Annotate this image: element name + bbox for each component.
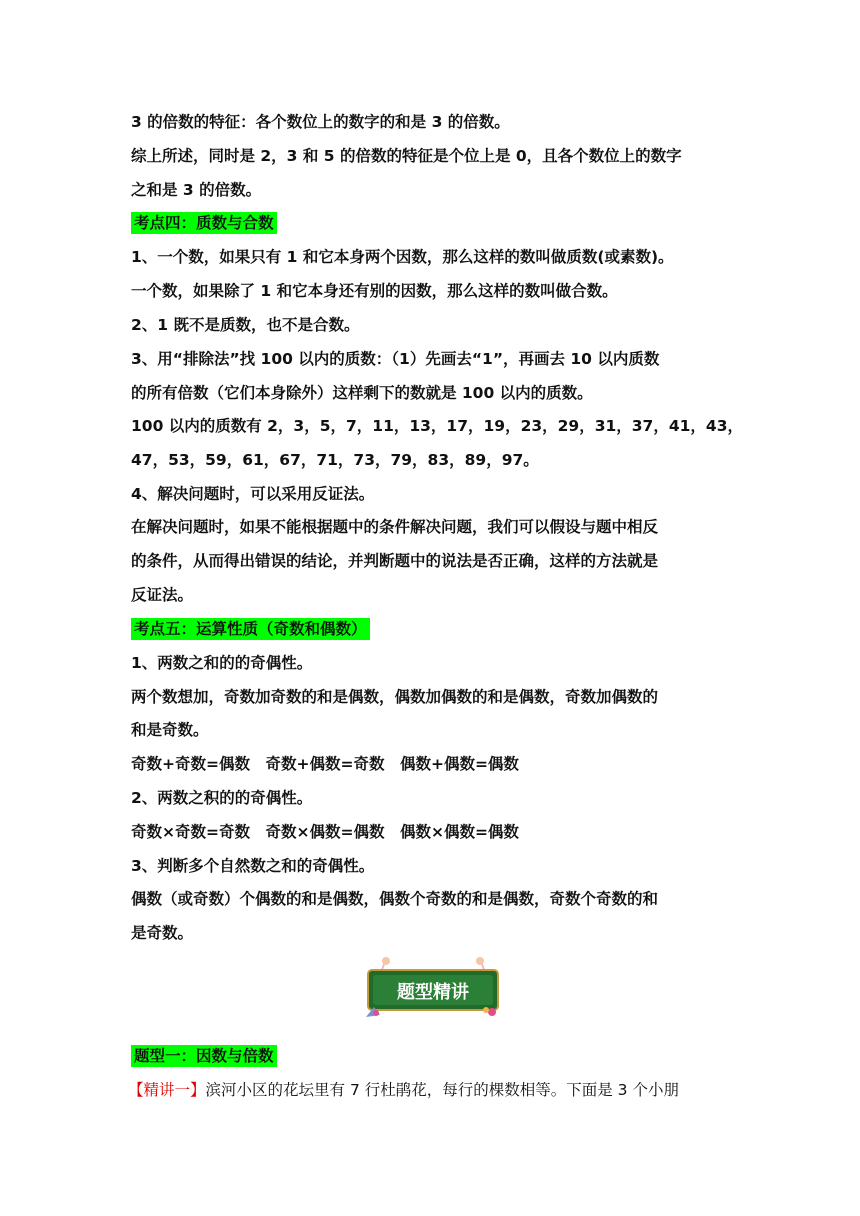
text-line: 两个数想加，奇数加奇数的和是偶数，偶数加偶数的和是偶数，奇数加偶数的 — [131, 688, 659, 706]
text-line: 1、两数之和的的奇偶性。 — [131, 654, 313, 672]
text-line: 的条件，从而得出错误的结论，并判断题中的说法是否正确，这样的方法就是 — [131, 552, 659, 570]
heading-highlight: 考点四：质数与合数 — [131, 212, 277, 234]
text-line: 4、解决问题时，可以采用反证法。 — [131, 485, 375, 503]
bead-icon — [476, 957, 484, 965]
section-banner — [362, 955, 504, 1027]
text-line: 奇数×奇数=奇数 奇数×偶数=偶数 偶数×偶数=偶数 — [131, 823, 519, 841]
text-line: 1、一个数，如果只有 1 和它本身两个因数，那么这样的数叫做质数(或素数)。 — [131, 248, 674, 266]
text-line: 3、判断多个自然数之和的奇偶性。 — [131, 857, 375, 875]
text-line: 之和是 3 的倍数。 — [131, 181, 262, 199]
text-line: 偶数（或奇数）个偶数的和是偶数，偶数个奇数的和是偶数，奇数个奇数的和 — [131, 890, 659, 908]
example-tag: 【精讲一】 — [128, 1081, 206, 1099]
text-line: 和是奇数。 — [131, 721, 209, 739]
example-text: 滨河小区的花坛里有 7 行杜鹃花，每行的棵数相等。下面是 3 个小朋 — [205, 1081, 679, 1099]
example-line — [128, 1079, 679, 1101]
text-line: 在解决问题时，如果不能根据题中的条件解决问题，我们可以假设与题中相反 — [131, 518, 659, 536]
section-heading — [131, 1045, 277, 1067]
section-heading — [131, 212, 277, 234]
heading-highlight: 考点五：运算性质（奇数和偶数） — [131, 618, 370, 640]
banner-label: 题型精讲 — [397, 982, 469, 1003]
text-line: 3 的倍数的特征：各个数位上的数字的和是 3 的倍数。 — [131, 113, 510, 131]
text-line: 综上所述，同时是 2，3 和 5 的倍数的特征是个位上是 0，且各个数位上的数字 — [131, 147, 682, 165]
section-heading — [131, 618, 370, 640]
heart-icon — [488, 1008, 496, 1016]
text-line: 的所有倍数（它们本身除外）这样剩下的数就是 100 以内的质数。 — [131, 384, 593, 402]
text-line: 3、用“排除法”找 100 以内的质数：（1）先画去“1”，再画去 10 以内质数 — [131, 350, 660, 368]
text-line: 是奇数。 — [131, 924, 194, 942]
text-line: 2、1 既不是质数，也不是合数。 — [131, 316, 360, 334]
text-line: 反证法。 — [131, 586, 194, 604]
banner-graphic — [362, 955, 504, 1027]
text-line: 100 以内的质数有 2，3，5，7，11，13，17，19，23，29，31，37，41，43， — [131, 417, 743, 435]
text-line: 一个数，如果除了 1 和它本身还有别的因数，那么这样的数叫做合数。 — [131, 282, 618, 300]
text-line: 47，53，59，61，67，71，73，79，83，89，97。 — [131, 451, 539, 469]
heading-highlight: 题型一：因数与倍数 — [131, 1045, 277, 1067]
text-line: 2、两数之积的的奇偶性。 — [131, 789, 313, 807]
text-line: 奇数+奇数=偶数 奇数+偶数=奇数 偶数+偶数=偶数 — [131, 755, 519, 773]
bead-icon — [382, 957, 390, 965]
